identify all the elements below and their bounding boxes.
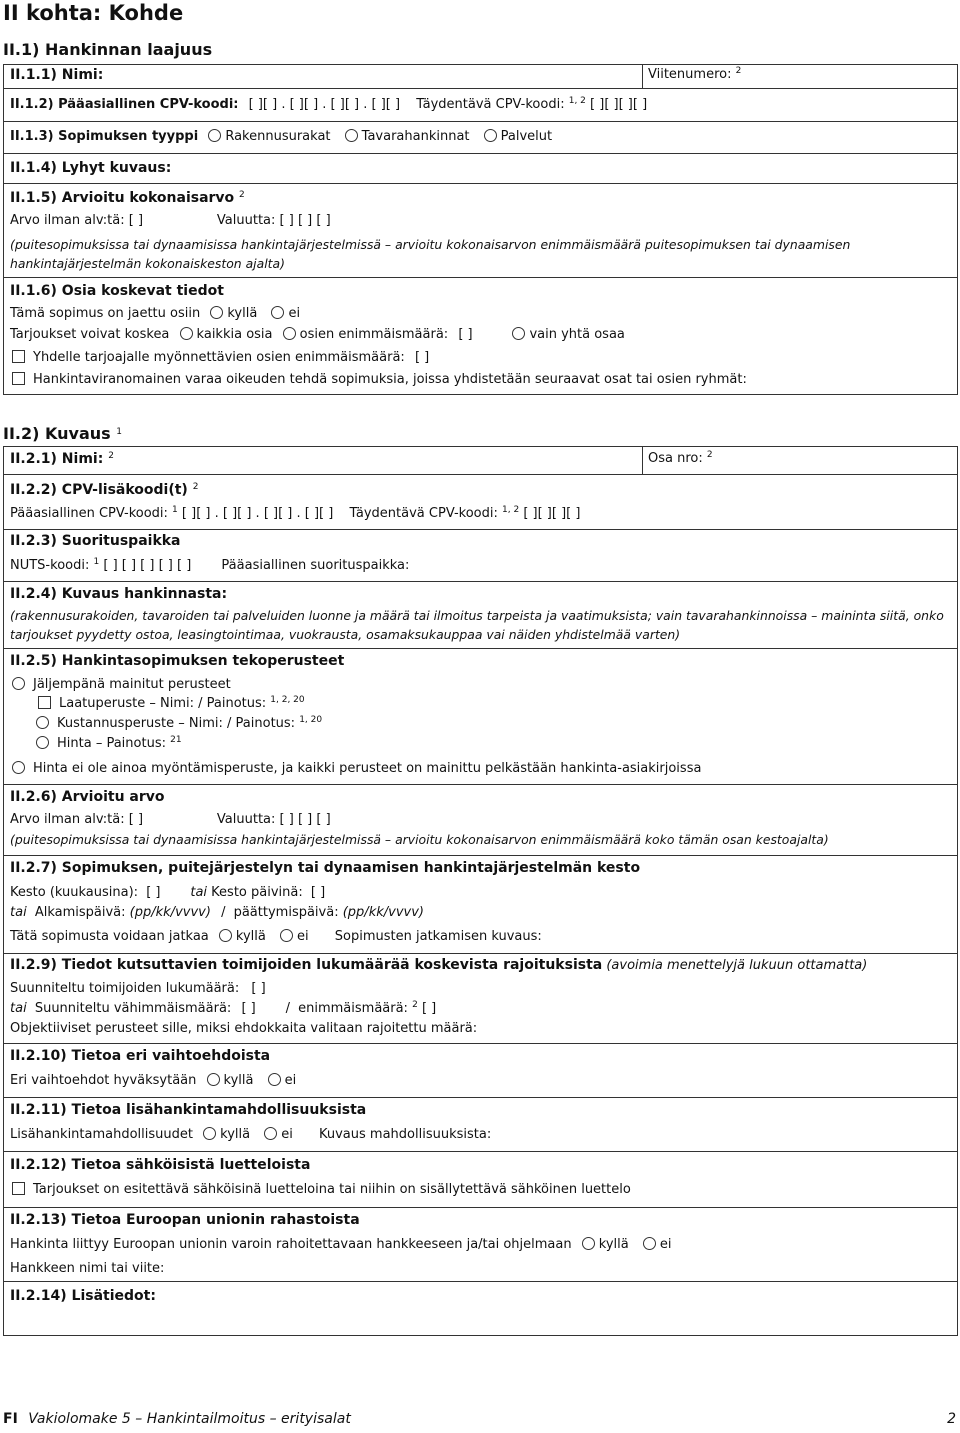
divider <box>3 1281 958 1282</box>
yes-label: kyllä <box>598 1237 629 1252</box>
ecatalogue-label: II.2.12) Tietoa sähköisistä luetteloista <box>10 1157 311 1173</box>
divider <box>3 529 958 530</box>
criteria-below-row <box>6 677 231 692</box>
cpv-add-row <box>10 506 580 521</box>
estimated-value-note: (puitesopimuksissa tai dynaamisissa hankintajärjestelmissä – arvioitu kokonaisarvon enimmäismäärä puitesopimuksen tai dynaamisen hankintajärjestelmän kokonaiskeston ajalta) <box>10 237 851 271</box>
currency-label: Valuutta: <box>216 812 276 827</box>
scope-box <box>3 64 958 395</box>
divider <box>3 153 958 154</box>
checkbox-quality[interactable] <box>38 696 51 709</box>
footnote: 2 <box>108 451 114 461</box>
end-date-label: päättymispäivä: <box>233 905 339 920</box>
nuts-slots[interactable]: [ ] [ ] [ ] [ ] [ ] <box>103 558 192 573</box>
divider <box>3 953 958 954</box>
no-label: ei <box>281 1127 293 1142</box>
duration-months-label: Kesto (kuukausina): <box>10 885 139 900</box>
start-date-label: Alkamispäivä: <box>34 905 126 920</box>
no-label: ei <box>659 1237 672 1252</box>
no-label: ei <box>297 929 309 944</box>
criteria-below-text: Jäljempänä mainitut perusteet <box>33 677 231 692</box>
divider <box>3 581 958 582</box>
reserve-text: Hankintaviranomainen varaa oikeuden tehdä sopimuksia, joissa yhdistetään seuraavat osat tai osien ryhmät: <box>33 372 747 387</box>
separator: / <box>285 1001 290 1016</box>
award-criteria-label: II.2.5) Hankintasopimuksen tekoperusteet <box>10 653 345 669</box>
footnote: 1 <box>93 557 100 567</box>
divider <box>3 183 958 184</box>
lot-name-label <box>10 451 114 467</box>
main-place-label: Pääasiallinen suorituspaikka: <box>221 558 410 573</box>
supp-cpv-slots[interactable]: [ ][ ][ ][ ] <box>523 506 581 521</box>
date-format: (pp/kk/vvvv) <box>129 905 211 920</box>
name-label: II.1.1) Nimi: <box>10 67 104 83</box>
or-text: tai <box>10 905 27 920</box>
options-row <box>10 1127 491 1142</box>
ecatalogue-row <box>12 1182 631 1197</box>
cpv-supp-slots[interactable]: [ ][ ][ ][ ] <box>590 97 648 112</box>
divider <box>3 855 958 856</box>
checkbox-reserve[interactable] <box>12 372 25 385</box>
footnote: 2 <box>239 190 245 200</box>
main-cpv-slots[interactable]: [ ][ ] . [ ][ ] . [ ][ ] . [ ][ ] <box>181 506 334 521</box>
eu-funds-row <box>10 1237 671 1252</box>
envisaged-min-label: Suunniteltu vähimmäismäärä: <box>34 1001 232 1016</box>
variants-row <box>10 1073 296 1088</box>
footnote: 21 <box>170 735 182 745</box>
footer-form-name: Vakiolomake 5 – Hankintailmoitus – erityisalat <box>28 1411 351 1427</box>
price-row <box>30 736 182 751</box>
footnote: 1, 2 <box>568 96 586 106</box>
cost-text: Kustannusperuste – Nimi: / Painotus: <box>57 716 296 731</box>
radio-price[interactable] <box>36 736 49 749</box>
procurement-description-label: II.2.4) Kuvaus hankinnasta: <box>10 586 228 602</box>
vat-label: Arvo ilman alv:tä: <box>10 812 125 827</box>
renewal-description-label: Sopimusten jatkamisen kuvaus: <box>334 929 542 944</box>
footnote: 2 <box>192 482 199 492</box>
separator: / <box>221 905 226 920</box>
eu-funds-label: II.2.13) Tietoa Euroopan unionin rahastoista <box>10 1212 360 1228</box>
limits-row <box>10 957 867 973</box>
currency-label: Valuutta: <box>216 213 276 228</box>
est-vat-row <box>10 812 331 827</box>
contract-type-row <box>10 129 552 144</box>
options-label: II.2.11) Tietoa lisähankintamahdollisuuksista <box>10 1102 367 1118</box>
procurement-description-note: (rakennusurakoiden, tavaroiden tai palveluiden luonne ja määrä tai ilmoitus tarpeista ja vaatimuksista; vain tavarahankinnoissa – maininta siitä, onko tarjoukset pyydetty ostoa, leasingtointimaa, vuokrausta, osamaksukauppaa vai näiden yhdistelmää varten) <box>10 608 944 642</box>
envisaged-min-slot[interactable]: [ ] <box>241 1001 256 1016</box>
footnote: 2 <box>412 1000 418 1010</box>
divider <box>3 88 958 89</box>
ref-label: Viitenumero: <box>648 67 732 82</box>
scope-heading: II.1) Hankinnan laajuus <box>3 40 213 59</box>
nuts-label: NUTS-koodi: <box>10 558 90 573</box>
cpv-add-label <box>10 482 198 498</box>
option-works: Rakennusurakat <box>225 129 331 144</box>
divider <box>3 1207 958 1208</box>
divider <box>3 474 958 475</box>
no-label: ei <box>284 1073 297 1088</box>
currency-slots[interactable]: [ ] [ ] [ ] <box>279 812 331 827</box>
radio-yes[interactable] <box>207 1073 220 1086</box>
variants-text: Eri vaihtoehdot hyväksytään <box>10 1073 197 1088</box>
description-heading <box>3 424 122 443</box>
options-text: Lisähankintamahdollisuudet <box>10 1127 193 1142</box>
radio-max-lots[interactable] <box>283 327 296 340</box>
lots-label: II.1.6) Osia koskevat tiedot <box>10 283 224 299</box>
limits-label: II.2.9) Tiedot kutsuttavien toimijoiden lukumäärää koskevista rajoituksista <box>10 957 603 973</box>
variants-label: II.2.10) Tietoa eri vaihtoehdoista <box>10 1048 271 1064</box>
radio-yes[interactable] <box>210 306 223 319</box>
radio-yes[interactable] <box>219 929 232 942</box>
section-title: II kohta: Kohde <box>3 1 184 25</box>
radio-services[interactable] <box>484 129 497 142</box>
cpv-add-text: II.2.2) CPV-lisäkoodi(t) <box>10 482 188 498</box>
max-award-slot[interactable]: [ ] <box>414 350 430 365</box>
radio-criteria-below[interactable] <box>12 677 25 690</box>
additional-info-label: II.2.14) Lisätiedot: <box>10 1288 156 1304</box>
dates-row <box>10 905 424 920</box>
cpv-row <box>10 97 647 112</box>
footnote: 1 <box>116 427 122 437</box>
radio-no[interactable] <box>271 306 284 319</box>
footnote: 1, 2, 20 <box>270 695 305 705</box>
radio-cost[interactable] <box>36 716 49 729</box>
vat-label: Arvo ilman alv:tä: <box>10 213 125 228</box>
duration-days-slot[interactable]: [ ] <box>310 885 326 900</box>
envisaged-slot[interactable]: [ ] <box>251 981 266 996</box>
radio-price-not-only[interactable] <box>12 761 25 774</box>
price-not-only-row <box>6 761 701 776</box>
or-text: tai <box>10 1001 27 1016</box>
option-services: Palvelut <box>500 129 553 144</box>
est-value-label: II.2.6) Arvioitu arvo <box>10 789 165 805</box>
footnote: 1, 2 <box>502 505 520 515</box>
radio-no[interactable] <box>280 929 293 942</box>
radio-yes[interactable] <box>203 1127 216 1140</box>
lot-number <box>648 451 713 466</box>
lot-number-label: Osa nro: <box>648 451 703 466</box>
cpv-supp-label: Täydentävä CPV-koodi: <box>416 97 565 112</box>
radio-no[interactable] <box>264 1127 277 1140</box>
eu-funds-text: Hankinta liittyy Euroopan unionin varoin rahoitettavaan hankkeeseen ja/tai ohjelmaan <box>10 1237 572 1252</box>
radio-no[interactable] <box>643 1237 656 1250</box>
cost-row <box>30 716 322 731</box>
or-text: tai <box>190 885 208 900</box>
estimated-value-label <box>10 190 245 206</box>
yes-label: kyllä <box>220 1127 251 1142</box>
footnote: 2 <box>735 66 742 76</box>
divider <box>3 277 958 278</box>
vat-row <box>10 213 331 228</box>
divider <box>3 121 958 122</box>
envisaged-minmax-row <box>10 1001 436 1016</box>
currency-slots[interactable]: [ ] [ ] [ ] <box>279 213 331 228</box>
reserve-row <box>12 372 747 387</box>
objective-criteria: Objektiiviset perusteet sille, miksi ehdokkaita valitaan rajoitettu määrä: <box>10 1021 478 1036</box>
lot-name-text: II.2.1) Nimi: <box>10 451 104 467</box>
date-format: (pp/kk/vvvv) <box>342 905 424 920</box>
cpv-slots[interactable]: [ ][ ] . [ ][ ] . [ ][ ] . [ ][ ] <box>248 97 401 112</box>
quality-row <box>38 696 305 711</box>
option-supplies: Tavarahankinnat <box>361 129 470 144</box>
checkbox-max-award[interactable] <box>12 350 25 363</box>
envisaged-max-slot[interactable]: [ ] <box>421 1001 437 1016</box>
checkbox-ecatalogue[interactable] <box>12 1182 25 1195</box>
nuts-row <box>10 558 409 573</box>
one-lot-label: vain yhtä osaa <box>529 327 625 342</box>
envisaged-row <box>10 981 266 996</box>
page-number: 2 <box>947 1411 956 1427</box>
radio-yes[interactable] <box>582 1237 595 1250</box>
vat-slot[interactable]: [ ] <box>128 812 144 827</box>
tenders-row <box>10 327 625 342</box>
footer-lang: FI <box>3 1411 18 1427</box>
radio-one-lot[interactable] <box>512 327 525 340</box>
radio-supplies[interactable] <box>345 129 358 142</box>
main-cpv-label: Pääasiallinen CPV-koodi: <box>10 506 168 521</box>
est-label-text: II.1.5) Arvioitu kokonaisarvo <box>10 190 235 206</box>
divider <box>3 1043 958 1044</box>
desc-heading-text: II.2) Kuvaus <box>3 424 111 443</box>
max-award-row <box>12 350 429 365</box>
duration-days-label: Kesto päivinä: <box>211 885 303 900</box>
renewal-text: Tätä sopimusta voidaan jatkaa <box>10 929 209 944</box>
envisaged-max-label: enimmäismäärä: <box>298 1001 408 1016</box>
no-label: ei <box>288 306 301 321</box>
reference-number <box>648 67 741 82</box>
yes-label: kyllä <box>235 929 266 944</box>
est-value-note: (puitesopimuksissa tai dynaamisissa hankintajärjestelmissä – arvioitu kokonaisarvon enimmäismäärä koko tämän osan kestoajalta) <box>10 832 829 847</box>
yes-label: kyllä <box>223 1073 254 1088</box>
radio-no[interactable] <box>268 1073 281 1086</box>
cpv-label: II.1.2) Pääasiallinen CPV-koodi: <box>10 97 239 112</box>
short-description-label: II.1.4) Lyhyt kuvaus: <box>10 160 172 176</box>
options-description-label: Kuvaus mahdollisuuksista: <box>319 1127 492 1142</box>
price-not-only-text: Hinta ei ole ainoa myöntämisperuste, ja kaikki perusteet on mainittu pelkästään hankinta-asiakirjoissa <box>33 761 702 776</box>
radio-works[interactable] <box>208 129 221 142</box>
footnote: 1, 20 <box>299 715 323 725</box>
supp-cpv-label: Täydentävä CPV-koodi: <box>349 506 498 521</box>
divider <box>3 784 958 785</box>
lots-divided-text: Tämä sopimus on jaettu osiin <box>10 306 201 321</box>
quality-text: Laatuperuste – Nimi: / Painotus: <box>59 696 267 711</box>
contract-type-label: II.1.3) Sopimuksen tyyppi <box>10 129 199 144</box>
tenders-text: Tarjoukset voivat koskea <box>10 327 170 342</box>
max-lots-slot[interactable]: [ ] <box>458 327 473 342</box>
divider <box>642 64 643 88</box>
max-lots-label: osien enimmäismäärä: <box>299 327 449 342</box>
divider <box>3 1097 958 1098</box>
lots-divided-row <box>10 306 300 321</box>
limits-note: (avoimia menettelyjä lukuun ottamatta) <box>606 958 868 973</box>
yes-label: kyllä <box>227 306 258 321</box>
duration-label: II.2.7) Sopimuksen, puitejärjestelyn tai dynaamisen hankintajärjestelmän kesto <box>10 860 641 876</box>
footer <box>3 1411 351 1427</box>
divider <box>3 1151 958 1152</box>
price-text: Hinta – Painotus: <box>57 736 166 751</box>
all-lots-label: kaikkia osia <box>196 327 273 342</box>
footnote: 1 <box>172 505 178 515</box>
project-label: Hankkeen nimi tai viite: <box>10 1261 165 1276</box>
max-award-text: Yhdelle tarjoajalle myönnettävien osien enimmäismäärä: <box>33 350 405 365</box>
envisaged-label: Suunniteltu toimijoiden lukumäärä: <box>10 981 240 996</box>
divider <box>642 446 643 474</box>
duration-row <box>10 885 325 900</box>
footnote: 2 <box>706 450 713 460</box>
duration-months-slot[interactable]: [ ] <box>146 885 161 900</box>
radio-all-lots[interactable] <box>180 327 193 340</box>
vat-slot[interactable]: [ ] <box>128 213 144 228</box>
renewal-row <box>10 929 542 944</box>
divider <box>3 648 958 649</box>
place-label: II.2.3) Suorituspaikka <box>10 533 181 549</box>
ecatalogue-text: Tarjoukset on esitettävä sähköisinä luetteloina tai niihin on sisällytettävä sähköinen luettelo <box>33 1182 631 1197</box>
